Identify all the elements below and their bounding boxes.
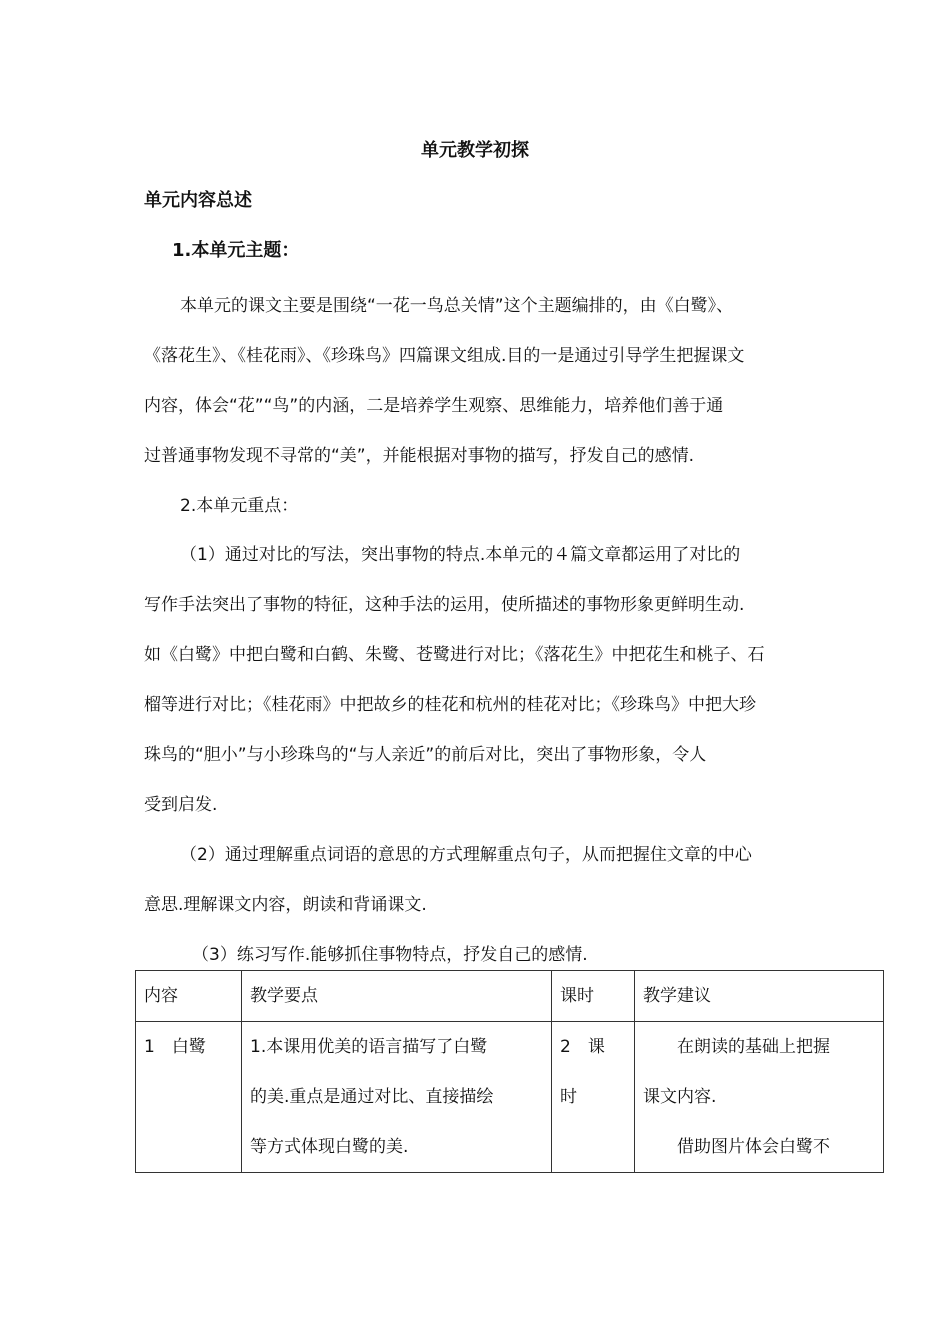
text-line: （1）通过对比的写法，突出事物的特点.本单元的４篇文章都运用了对比的 — [180, 545, 741, 565]
text-line: 如《白鹭》中把白鹭和白鹤、朱鹭、苍鹭进行对比；《落花生》中把花生和桃子、石 — [144, 645, 765, 665]
sub-heading-focus — [180, 481, 845, 531]
cell-text: 2 课 — [560, 1037, 605, 1057]
text-line: （2）通过理解重点词语的意思的方式理解重点句子，从而把握住文章的中心 — [180, 845, 752, 865]
header-cell-hours: 课时 — [552, 971, 635, 1022]
cell-text: 1.本课用优美的语言描写了白鹭 — [250, 1037, 488, 1057]
header-cell-content: 内容 — [136, 971, 242, 1022]
cell-text: 借助图片体会白鹭不 — [677, 1137, 830, 1157]
text-line: 意思.理解课文内容，朗读和背诵课文. — [144, 895, 427, 915]
cell-text: 课文内容. — [643, 1087, 717, 1107]
header-cell-key-points: 教学要点 — [242, 971, 552, 1022]
cell-key-points — [242, 1022, 552, 1173]
table-header-row — [136, 971, 884, 1022]
text-line: 《落花生》、《桂花雨》、《珍珠鸟》四篇课文组成.目的一是通过引导学生把握课文 — [144, 346, 745, 366]
cell-suggestions — [635, 1022, 884, 1173]
text-line: 过普通事物发现不寻常的“美”，并能根据对事物的描写，抒发自己的感情. — [144, 446, 695, 466]
header-cell-suggestions: 教学建议 — [635, 971, 884, 1022]
text-line: 珠鸟的“胆小”与小珍珠鸟的“与人亲近”的前后对比，突出了事物形象，令人 — [144, 745, 707, 765]
cell-text: 1 白鹭 — [144, 1037, 206, 1057]
section-heading: 单元内容总述 — [144, 190, 252, 211]
text-line: 写作手法突出了事物的特征，这种手法的运用，使所描述的事物形象更鲜明生动. — [144, 595, 745, 615]
focus-point-2 — [144, 830, 809, 930]
cell-hours — [552, 1022, 635, 1173]
text-line: 2.本单元重点： — [180, 496, 299, 516]
focus-point-1 — [144, 530, 809, 830]
document-title: 单元教学初探 — [421, 140, 529, 161]
text-line: 本单元的课文主要是围绕“一花一鸟总关情”这个主题编排的，由《白鹭》、 — [180, 296, 734, 316]
cell-text: 在朗读的基础上把握 — [677, 1037, 830, 1057]
text-line: 榴等进行对比；《桂花雨》中把故乡的桂花和杭州的桂花对比；《珍珠鸟》中把大珍 — [144, 695, 756, 715]
cell-content — [136, 1022, 242, 1173]
text-line: （3）练习写作.能够抓住事物特点，抒发自己的感情. — [192, 945, 588, 965]
text-line: 受到启发. — [144, 795, 218, 815]
table-row — [136, 1022, 884, 1173]
theme-paragraph — [144, 281, 809, 481]
cell-text: 等方式体现白鹭的美. — [250, 1137, 409, 1157]
sub-heading-theme: 1.本单元主题： — [172, 240, 300, 261]
cell-text: 时 — [560, 1087, 577, 1107]
text-line: 内容，体会“花”“鸟”的内涵，二是培养学生观察、思维能力，培养他们善于通 — [144, 396, 724, 416]
cell-text: 的美.重点是通过对比、直接描绘 — [250, 1087, 494, 1107]
teaching-plan-table — [135, 970, 884, 1173]
